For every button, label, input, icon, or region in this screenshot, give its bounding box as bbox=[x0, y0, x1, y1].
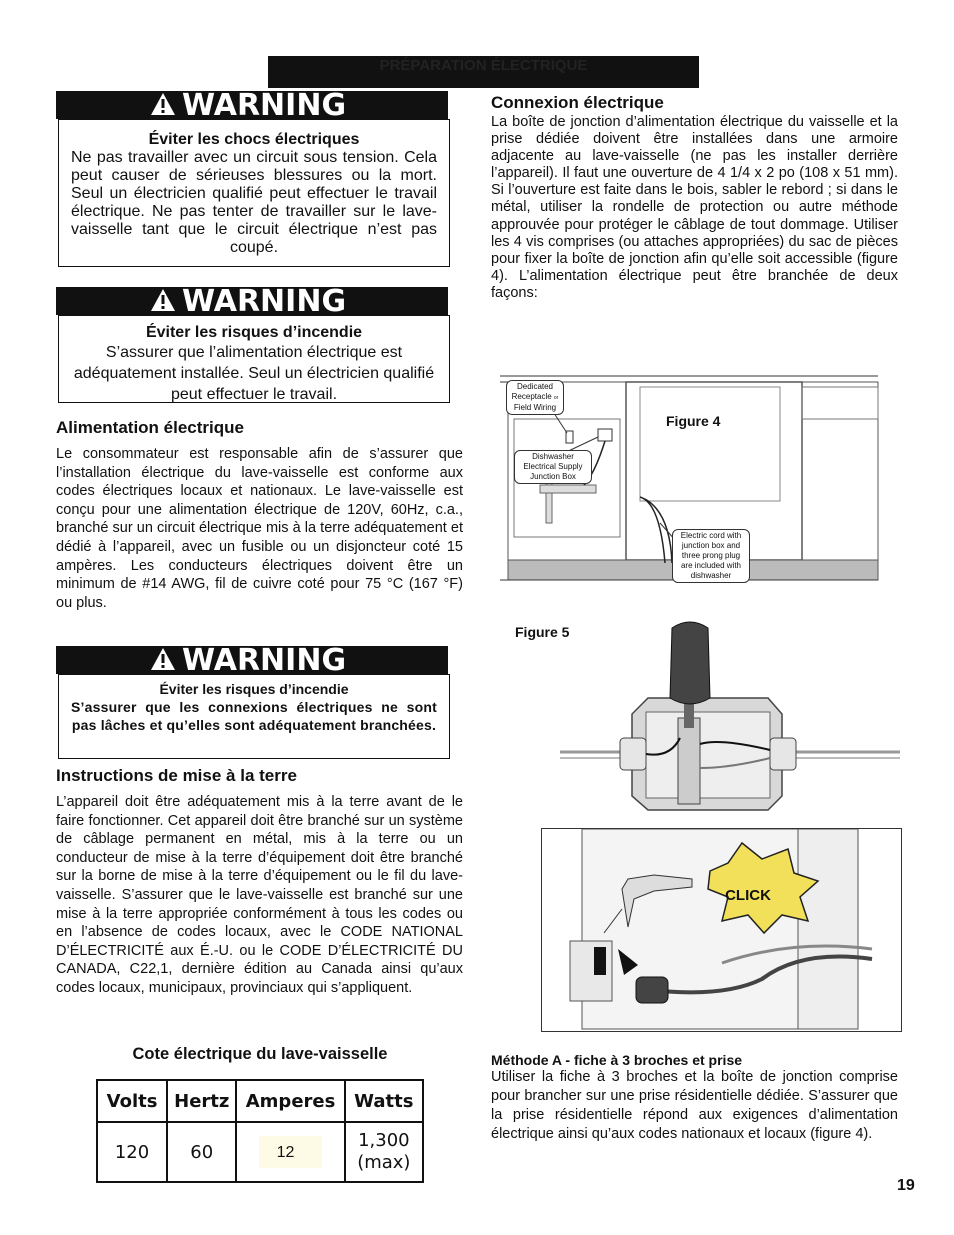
callout-receptacle-line2: Receptacle bbox=[511, 392, 552, 401]
warning-text: S’assurer que les connexions électriques ne sont pas lâches et qu’elles sont adéquatement branchées. bbox=[71, 699, 437, 733]
warning-content bbox=[58, 119, 450, 267]
figure-5-label: Figure 5 bbox=[515, 624, 570, 640]
warning-box-connections bbox=[56, 643, 448, 759]
terre-heading: Instructions de mise à la terre bbox=[56, 766, 297, 785]
warning-box-fire bbox=[56, 284, 448, 403]
warning-text: Ne pas travailler avec un circuit sous tension. Cela peut causer de sérieuses blessures ou la mort. Seul un électricien qualifié peut effectuer le travail électrique. Ne pas tenter de travailler sur le lave-vaisselle tant que le circuit électrique n’est pas coupé. bbox=[71, 149, 437, 256]
warning-content bbox=[58, 674, 450, 759]
methode-heading: Méthode A - fiche à 3 broches et prise bbox=[491, 1052, 743, 1068]
callout-receptacle bbox=[506, 380, 564, 415]
methode-section bbox=[491, 1052, 898, 1144]
terre-text: L’appareil doit être adéquatement mis à la terre avant de le faire fonctionner. Cet appareil doit être branché sur un système de câblage permanent en métal, mis à la terre ou un conducteur de mise à la terre d’équipement doit être branché sur la borne de mise à la terre d’équipement ou le fil du lave-vaisselle. S’assurer que le lave-vaisselle est branché sur une mise à la terre appropriée conformément à tous les codes ou en l’absence de codes locaux, avec le CODE NATIONAL D’ÉLECTRICITÉ aux É.-U. ou le CODE D’ÉLECTRICITÉ DU CANADA, C22,1, dernière édition au Canada ainsi qu’aux codes locaux, municipaux, provinciaux qui s’appliquent. bbox=[56, 794, 463, 996]
alimentation-heading: Alimentation électrique bbox=[56, 418, 244, 437]
warning-title: Éviter les risques d’incendie bbox=[159, 681, 349, 697]
methode-text: Utiliser la fiche à 3 broches et la boîte de jonction comprise pour brancher sur une prise résidentielle dédiée. S’assurer que la prise résidentielle répond aux exigences d’alimentation électrique ainsi qu’aux codes nationaux et locaux (figure 4). bbox=[491, 1069, 898, 1142]
header-volts: Volts bbox=[97, 1080, 167, 1122]
watts-value: 1,300 (max) bbox=[357, 1130, 411, 1173]
callout-electric-cord: Electric cord with junction box and three prong plug are included with dishwasher bbox=[672, 529, 750, 583]
connexion-heading: Connexion électrique bbox=[491, 93, 664, 112]
warning-title: Éviter les chocs électriques bbox=[148, 131, 360, 148]
cell-amperes bbox=[236, 1122, 344, 1182]
page-number: 19 bbox=[897, 1177, 915, 1194]
warning-box-shock bbox=[56, 88, 448, 267]
figure-5-junction-box bbox=[560, 618, 900, 818]
rating-table bbox=[96, 1079, 424, 1183]
amperes-value: 12 bbox=[259, 1136, 323, 1168]
section-header-text: PRÉPARATION ÉLECTRIQUE bbox=[379, 57, 588, 74]
warning-triangle-icon bbox=[150, 647, 176, 677]
warning-label: WARNING bbox=[182, 643, 347, 678]
figure-5-plug bbox=[541, 828, 902, 1032]
cell-volts: 120 bbox=[97, 1122, 167, 1182]
header-watts: Watts bbox=[345, 1080, 423, 1122]
rating-title-text: Cote électrique du lave-vaisselle bbox=[132, 1045, 388, 1063]
connexion-section bbox=[491, 93, 898, 302]
warning-content bbox=[58, 315, 450, 403]
warning-banner bbox=[56, 643, 448, 678]
warning-banner bbox=[56, 284, 448, 319]
alimentation-text: Le consommateur est responsable afin de s’assurer que l’installation électrique du lave-vaisselle est conforme aux codes électriques locaux et nationaux. Le lave-vaisselle est conçu pour une alimentation électrique de 120V, 60Hz, c.a., branché sur un circuit électrique mis à la terre adéquatement et dédié à l’appareil, avec un fusible ou un disjoncteur coté 15 ampères. Les conducteurs électriques doivent être un minimum de #14 AWG, fil de cuivre coté pour 75 °C (167 °F) ou plus. bbox=[56, 446, 463, 611]
warning-text: S’assurer que l’alimentation électrique est adéquatement installée. Seul un électricien qualifié peut effectuer le travail. bbox=[73, 344, 435, 403]
callout-junction-box: Dishwasher Electrical Supply Junction Box bbox=[514, 450, 592, 484]
warning-label: WARNING bbox=[182, 284, 347, 319]
warning-triangle-icon bbox=[150, 92, 176, 122]
header-hertz: Hertz bbox=[167, 1080, 236, 1122]
warning-label: WARNING bbox=[182, 88, 347, 123]
plug-illustration bbox=[542, 829, 901, 1031]
warning-triangle-icon bbox=[150, 288, 176, 318]
warning-banner bbox=[56, 88, 448, 123]
connexion-text: La boîte de jonction d’alimentation électrique du vaisselle et la prise dédiée doivent être installées dans une armoire adjacente au lave-vaisselle (ne pas les installer derrière l’appareil). Il faut une ouverture de 4 1/4 x 2 po (108 x 51 mm). Si l’ouverture est faite dans le bois, sabler le rebord ; si dans le métal, utiliser la rondelle de protection ou autre méthode approuvée pour protéger le câblage de tout dommage. Utiliser les 4 vis comprises (ou attaches appropriées) du sac de pièces pour fixer la boîte de jonction afin qu’elle soit accessible (figure 4). L’alimentation électrique peut être branchée de deux façons: bbox=[491, 114, 898, 301]
callout-receptacle-or: or bbox=[553, 395, 559, 401]
rating-title bbox=[96, 1045, 424, 1064]
junction-box-illustration bbox=[560, 618, 900, 818]
click-label: CLICK bbox=[725, 887, 771, 904]
table-header-row bbox=[97, 1080, 423, 1122]
callout-receptacle-line3: Field Wiring bbox=[513, 403, 557, 412]
terre-section bbox=[56, 766, 463, 998]
cell-hertz: 60 bbox=[167, 1122, 236, 1182]
alimentation-section bbox=[56, 418, 463, 612]
figure-4 bbox=[500, 373, 884, 593]
warning-title: Éviter les risques d’incendie bbox=[145, 324, 363, 341]
callout-receptacle-line1: Dedicated bbox=[516, 382, 554, 391]
table-row bbox=[97, 1122, 423, 1182]
section-header bbox=[268, 56, 699, 88]
header-amperes: Amperes bbox=[236, 1080, 344, 1122]
figure-4-label: Figure 4 bbox=[666, 413, 721, 429]
cell-watts bbox=[345, 1122, 423, 1182]
